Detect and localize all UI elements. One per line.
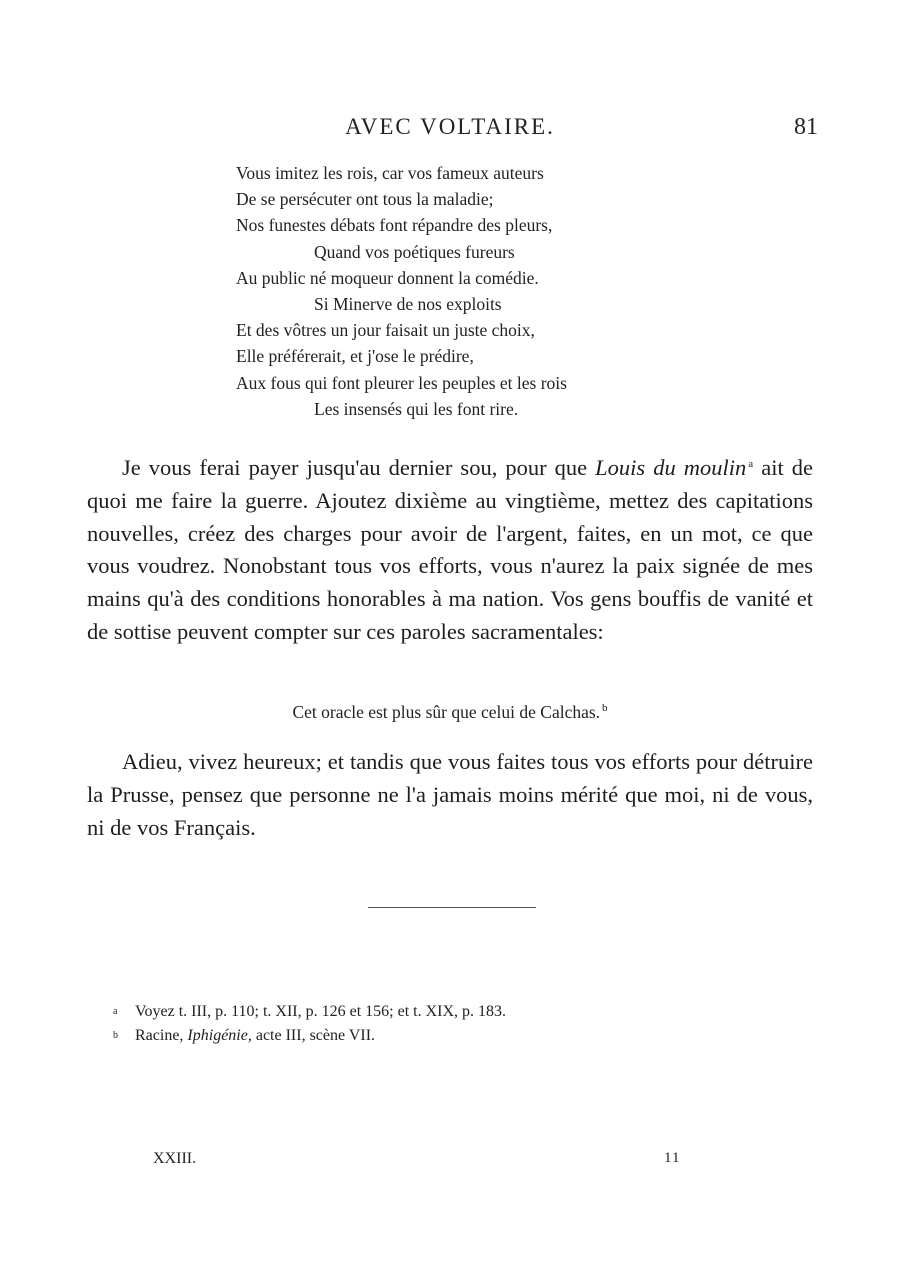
running-title: AVEC VOLTAIRE. — [345, 114, 555, 139]
footnote-a — [113, 1000, 813, 1024]
poem-line: Les insensés qui les font rire. — [314, 398, 519, 419]
paragraph-2-text: Adieu, vivez heureux; et tandis que vous faites tous vos efforts pour détruire la Prusse, pensez que personne ne l'a jamais moins mérité que moi, ni de vous, ni de vos Français. — [87, 749, 813, 840]
quotation-text: Cet oracle est plus sûr que celui de Calchas. — [292, 702, 601, 722]
footnotes — [113, 1000, 813, 1048]
paragraph-1-text — [87, 452, 813, 649]
footnote-text: Voyez t. III, p. 110; t. XII, p. 126 et 156; et t. XIX, p. 183. — [135, 1003, 507, 1020]
poem — [236, 160, 796, 422]
footnote-text-after: acte III, scène VII. — [251, 1027, 376, 1044]
paragraph-1 — [87, 452, 813, 649]
poem-line: Aux fous qui font pleurer les peuples et les rois — [236, 372, 567, 393]
quotation — [0, 702, 900, 723]
poem-line: Si Minerve de nos exploits — [314, 294, 502, 315]
volume-signature: XXIII. — [153, 1150, 197, 1167]
paragraph-1-part1: Je vous ferai payer jusqu'au dernier sou, pour que — [122, 455, 596, 480]
sheet-number: 11 — [664, 1150, 681, 1166]
footnote-text — [135, 1027, 375, 1044]
footnote-ref-a[interactable]: a — [748, 457, 754, 470]
page-number: 81 — [794, 114, 818, 140]
poem-line: Elle préférerait, et j'ose le prédire, — [236, 346, 474, 367]
paragraph-1-part2: ait de quoi me faire la guerre. Ajoutez dixième au vingtième, mettez des capitations nouvelles, créez des charges pour avoir de l'argent, faites, en un mot, ce que vous voudrez. Nonobstant tous vos efforts, vous n'aurez la paix signée de mes mains qu'à des conditions honorables à ma nation. Vos gens bouffis de vanité et de sottise peuvent compter sur ces paroles sacramentales: — [87, 455, 813, 644]
footnote-marker: b — [113, 1030, 118, 1041]
poem-line: Nos funestes débats font répandre des pleurs, — [236, 215, 553, 236]
paragraph-2 — [87, 746, 813, 844]
poem-line: Quand vos poétiques fureurs — [314, 241, 515, 262]
footnote-marker: a — [113, 1006, 118, 1017]
poem-line: Et des vôtres un jour faisait un juste choix, — [236, 320, 535, 341]
footnote-ref-b[interactable]: b — [602, 702, 608, 715]
poem-line: Vous imitez les rois, car vos fameux auteurs — [236, 163, 544, 183]
paragraph-1-italic: Louis du moulin — [595, 455, 747, 480]
poem-line: Au public né moqueur donnent la comédie. — [236, 267, 539, 288]
footnote-italic-title: Iphigénie, — [187, 1027, 252, 1044]
footnote-text-before: Racine, — [135, 1027, 188, 1044]
running-head — [0, 114, 900, 144]
poem-line: De se persécuter ont tous la maladie; — [236, 189, 494, 210]
footnote-divider — [368, 907, 536, 908]
footnote-b — [113, 1024, 813, 1048]
